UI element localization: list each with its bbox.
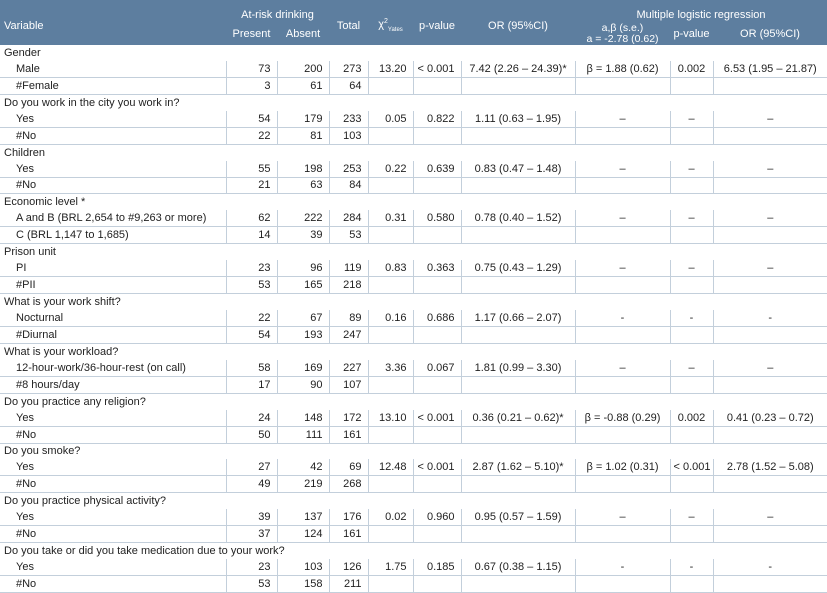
cell-total: 273	[329, 61, 368, 77]
header-at-risk-drinking: At-risk drinking	[226, 6, 329, 23]
cell-chi2	[368, 77, 413, 94]
cell-present: 54	[226, 326, 277, 343]
section-title: Children	[4, 146, 45, 159]
table-row	[0, 227, 827, 244]
table-row	[0, 376, 827, 393]
cell-absent: 90	[277, 376, 329, 393]
cell-p2: –	[670, 260, 713, 276]
cell-absent: 63	[277, 177, 329, 194]
cell-p	[413, 277, 461, 294]
table-row	[0, 310, 827, 326]
cell-or2: –	[713, 260, 827, 276]
cell-beta: –	[575, 210, 670, 226]
cell-p2	[670, 526, 713, 543]
cell-p2	[670, 77, 713, 94]
cell-absent: 198	[277, 161, 329, 177]
cell-total: 107	[329, 376, 368, 393]
row-label: Yes	[0, 459, 226, 475]
cell-chi2	[368, 177, 413, 194]
cell-p: 0.686	[413, 310, 461, 326]
cell-beta	[575, 326, 670, 343]
row-label: Nocturnal	[0, 310, 226, 326]
cell-or2: –	[713, 111, 827, 127]
cell-p	[413, 177, 461, 194]
cell-beta: -	[575, 310, 670, 326]
cell-p: 0.067	[413, 360, 461, 376]
cell-total: 119	[329, 260, 368, 276]
cell-or: 0.67 (0.38 – 1.15)	[461, 559, 575, 575]
cell-present: 49	[226, 476, 277, 493]
header-absent: Absent	[277, 23, 329, 45]
cell-p: 0.185	[413, 559, 461, 575]
cell-beta: β = 1.88 (0.62)	[575, 61, 670, 77]
cell-p: 0.960	[413, 509, 461, 525]
row-label: #Female	[0, 77, 226, 94]
section-title: Do you smoke?	[4, 445, 81, 458]
cell-absent: 179	[277, 111, 329, 127]
cell-p2: -	[670, 310, 713, 326]
cell-total: 253	[329, 161, 368, 177]
cell-p2: –	[670, 161, 713, 177]
cell-or: 1.81 (0.99 – 3.30)	[461, 360, 575, 376]
cell-p: 0.580	[413, 210, 461, 226]
cell-present: 21	[226, 177, 277, 194]
cell-p	[413, 576, 461, 593]
cell-or: 1.11 (0.63 – 1.95)	[461, 111, 575, 127]
cell-chi2: 0.83	[368, 260, 413, 276]
cell-or2: –	[713, 360, 827, 376]
cell-absent: 158	[277, 576, 329, 593]
section-title: Gender	[4, 46, 41, 59]
cell-or	[461, 177, 575, 194]
cell-or2: –	[713, 509, 827, 525]
table-row	[0, 210, 827, 226]
cell-absent: 148	[277, 410, 329, 426]
cell-total: 161	[329, 426, 368, 443]
cell-total: 103	[329, 127, 368, 144]
cell-present: 39	[226, 509, 277, 525]
cell-beta: –	[575, 111, 670, 127]
cell-or2	[713, 277, 827, 294]
cell-total: 284	[329, 210, 368, 226]
cell-or2: –	[713, 210, 827, 226]
cell-beta	[575, 77, 670, 94]
cell-beta: –	[575, 161, 670, 177]
cell-p	[413, 476, 461, 493]
cell-or2: 2.78 (1.52 – 5.08)	[713, 459, 827, 475]
table-row	[0, 410, 827, 426]
cell-absent: 165	[277, 277, 329, 294]
cell-chi2: 3.36	[368, 360, 413, 376]
cell-beta: β = 1.02 (0.31)	[575, 459, 670, 475]
section-title: What is your workload?	[4, 345, 119, 358]
section-header-row	[0, 493, 827, 509]
cell-absent: 111	[277, 426, 329, 443]
cell-total: 64	[329, 77, 368, 94]
cell-total: 211	[329, 576, 368, 593]
cell-present: 50	[226, 426, 277, 443]
row-label: Yes	[0, 161, 226, 177]
cell-or: 0.78 (0.40 – 1.52)	[461, 210, 575, 226]
table-row	[0, 426, 827, 443]
cell-p2	[670, 326, 713, 343]
cell-p2: -	[670, 559, 713, 575]
cell-p2	[670, 177, 713, 194]
cell-p	[413, 426, 461, 443]
cell-p2	[670, 576, 713, 593]
cell-absent: 61	[277, 77, 329, 94]
cell-or: 2.87 (1.62 – 5.10)*	[461, 459, 575, 475]
cell-total: 89	[329, 310, 368, 326]
cell-chi2	[368, 426, 413, 443]
cell-total: 53	[329, 227, 368, 244]
header-variable: Variable	[0, 6, 226, 45]
cell-chi2	[368, 227, 413, 244]
cell-present: 23	[226, 559, 277, 575]
row-label: #No	[0, 426, 226, 443]
cell-total: 218	[329, 277, 368, 294]
cell-or2	[713, 77, 827, 94]
table-row	[0, 277, 827, 294]
cell-absent: 222	[277, 210, 329, 226]
section-header-row	[0, 543, 827, 559]
row-label: A and B (BRL 2,654 to #9,263 or more)	[0, 210, 226, 226]
header-regression-p-value: p-value	[670, 23, 713, 45]
cell-p2	[670, 376, 713, 393]
table-header	[0, 6, 827, 45]
row-label: Yes	[0, 410, 226, 426]
cell-absent: 39	[277, 227, 329, 244]
cell-absent: 169	[277, 360, 329, 376]
cell-p2: –	[670, 509, 713, 525]
table-row	[0, 77, 827, 94]
cell-or2	[713, 376, 827, 393]
cell-chi2	[368, 326, 413, 343]
cell-or2	[713, 326, 827, 343]
section-header-row	[0, 45, 827, 61]
cell-or2: 6.53 (1.95 – 21.87)	[713, 61, 827, 77]
cell-or2: -	[713, 559, 827, 575]
row-label: #No	[0, 177, 226, 194]
cell-beta: –	[575, 509, 670, 525]
cell-beta	[575, 227, 670, 244]
section-header-row	[0, 443, 827, 459]
row-label: #PII	[0, 277, 226, 294]
cell-p: 0.822	[413, 111, 461, 127]
cell-present: 3	[226, 77, 277, 94]
cell-absent: 137	[277, 509, 329, 525]
cell-p: < 0.001	[413, 459, 461, 475]
table-row	[0, 326, 827, 343]
cell-p2: –	[670, 360, 713, 376]
table-row	[0, 61, 827, 77]
cell-present: 58	[226, 360, 277, 376]
cell-absent: 67	[277, 310, 329, 326]
row-label: #No	[0, 476, 226, 493]
cell-or	[461, 476, 575, 493]
cell-p2: –	[670, 111, 713, 127]
table-row	[0, 526, 827, 543]
cell-or2: -	[713, 310, 827, 326]
table-row	[0, 161, 827, 177]
cell-or2	[713, 426, 827, 443]
row-label: Yes	[0, 559, 226, 575]
cell-beta	[575, 376, 670, 393]
cell-beta: -	[575, 559, 670, 575]
cell-p	[413, 376, 461, 393]
cell-or	[461, 576, 575, 593]
cell-present: 23	[226, 260, 277, 276]
cell-beta	[575, 277, 670, 294]
header-p-value: p-value	[413, 6, 461, 45]
table-row	[0, 509, 827, 525]
header-coefficient: a,β (s.e.) a = -2.78 (0.62)	[575, 23, 670, 45]
table-row	[0, 260, 827, 276]
cell-absent: 193	[277, 326, 329, 343]
cell-chi2: 13.10	[368, 410, 413, 426]
cell-chi2: 12.48	[368, 459, 413, 475]
row-label: Yes	[0, 509, 226, 525]
section-title: Prison unit	[4, 246, 56, 259]
row-label: #Diurnal	[0, 326, 226, 343]
cell-or: 0.83 (0.47 – 1.48)	[461, 161, 575, 177]
cell-present: 37	[226, 526, 277, 543]
cell-beta	[575, 576, 670, 593]
cell-total: 227	[329, 360, 368, 376]
header-odds-ratio: OR (95%CI)	[461, 6, 575, 45]
cell-or2	[713, 476, 827, 493]
cell-present: 14	[226, 227, 277, 244]
cell-chi2: 13.20	[368, 61, 413, 77]
cell-or2	[713, 526, 827, 543]
section-title: Do you practice any religion?	[4, 395, 146, 408]
cell-or2: –	[713, 161, 827, 177]
table-row	[0, 559, 827, 575]
cell-beta	[575, 177, 670, 194]
section-title: Economic level *	[4, 196, 86, 209]
cell-chi2	[368, 127, 413, 144]
cell-chi2	[368, 476, 413, 493]
cell-p2	[670, 426, 713, 443]
row-label: Male	[0, 61, 226, 77]
cell-or	[461, 326, 575, 343]
section-header-row	[0, 294, 827, 310]
cell-p: < 0.001	[413, 61, 461, 77]
cell-or	[461, 277, 575, 294]
section-title: Do you work in the city you work in?	[4, 96, 180, 109]
results-table	[0, 6, 827, 593]
cell-p	[413, 127, 461, 144]
section-header-row	[0, 94, 827, 110]
table-row	[0, 360, 827, 376]
cell-or2	[713, 127, 827, 144]
cell-present: 73	[226, 61, 277, 77]
cell-p2: 0.002	[670, 410, 713, 426]
section-title: Do you take or did you take medication due to your work?	[4, 545, 285, 558]
cell-p2: < 0.001	[670, 459, 713, 475]
cell-total: 176	[329, 509, 368, 525]
cell-present: 62	[226, 210, 277, 226]
cell-present: 55	[226, 161, 277, 177]
row-label: C (BRL 1,147 to 1,685)	[0, 227, 226, 244]
row-label: PI	[0, 260, 226, 276]
cell-or2	[713, 576, 827, 593]
cell-absent: 103	[277, 559, 329, 575]
cell-absent: 124	[277, 526, 329, 543]
header-present: Present	[226, 23, 277, 45]
row-label: #No	[0, 526, 226, 543]
section-header-row	[0, 194, 827, 210]
cell-total: 172	[329, 410, 368, 426]
table-row	[0, 177, 827, 194]
cell-chi2: 0.05	[368, 111, 413, 127]
cell-beta: –	[575, 360, 670, 376]
cell-chi2	[368, 576, 413, 593]
cell-chi2: 0.22	[368, 161, 413, 177]
table-row	[0, 111, 827, 127]
cell-present: 17	[226, 376, 277, 393]
cell-or2: 0.41 (0.23 – 0.72)	[713, 410, 827, 426]
cell-beta: β = -0.88 (0.29)	[575, 410, 670, 426]
section-title: Do you practice physical activity?	[4, 495, 167, 508]
header-multiple-logistic-regression: Multiple logistic regression	[575, 6, 827, 23]
cell-p	[413, 326, 461, 343]
cell-absent: 96	[277, 260, 329, 276]
cell-chi2: 0.02	[368, 509, 413, 525]
cell-or	[461, 526, 575, 543]
cell-p2: –	[670, 210, 713, 226]
cell-chi2	[368, 526, 413, 543]
row-label: 12-hour-work/36-hour-rest (on call)	[0, 360, 226, 376]
cell-or2	[713, 177, 827, 194]
cell-total: 161	[329, 526, 368, 543]
cell-beta	[575, 426, 670, 443]
cell-present: 53	[226, 576, 277, 593]
cell-p	[413, 77, 461, 94]
row-label: #8 hours/day	[0, 376, 226, 393]
cell-total: 268	[329, 476, 368, 493]
cell-total: 126	[329, 559, 368, 575]
cell-total: 247	[329, 326, 368, 343]
cell-chi2: 0.16	[368, 310, 413, 326]
row-label: #No	[0, 127, 226, 144]
cell-or: 7.42 (2.26 – 24.39)*	[461, 61, 575, 77]
cell-beta	[575, 476, 670, 493]
section-title: What is your work shift?	[4, 296, 121, 309]
cell-chi2	[368, 376, 413, 393]
cell-total: 69	[329, 459, 368, 475]
cell-present: 54	[226, 111, 277, 127]
section-header-row	[0, 393, 827, 409]
cell-or: 0.95 (0.57 – 1.59)	[461, 509, 575, 525]
cell-total: 84	[329, 177, 368, 194]
cell-or	[461, 227, 575, 244]
cell-or	[461, 426, 575, 443]
section-header-row	[0, 244, 827, 260]
cell-present: 24	[226, 410, 277, 426]
section-header-row	[0, 343, 827, 359]
cell-p2	[670, 277, 713, 294]
section-header-row	[0, 144, 827, 160]
cell-or: 1.17 (0.66 – 2.07)	[461, 310, 575, 326]
cell-absent: 219	[277, 476, 329, 493]
cell-or2	[713, 227, 827, 244]
table-body	[0, 45, 827, 592]
row-label: Yes	[0, 111, 226, 127]
table-row	[0, 476, 827, 493]
cell-p	[413, 227, 461, 244]
cell-absent: 81	[277, 127, 329, 144]
cell-total: 233	[329, 111, 368, 127]
cell-p2	[670, 476, 713, 493]
cell-or	[461, 77, 575, 94]
table-row	[0, 127, 827, 144]
cell-p	[413, 526, 461, 543]
header-total: Total	[329, 6, 368, 45]
cell-or	[461, 127, 575, 144]
cell-beta	[575, 127, 670, 144]
cell-or: 0.36 (0.21 – 0.62)*	[461, 410, 575, 426]
table-row	[0, 576, 827, 593]
cell-chi2: 0.31	[368, 210, 413, 226]
cell-p: < 0.001	[413, 410, 461, 426]
cell-present: 22	[226, 310, 277, 326]
cell-p: 0.363	[413, 260, 461, 276]
cell-present: 22	[226, 127, 277, 144]
cell-absent: 200	[277, 61, 329, 77]
cell-chi2: 1.75	[368, 559, 413, 575]
cell-p2	[670, 127, 713, 144]
cell-beta	[575, 526, 670, 543]
cell-p2	[670, 227, 713, 244]
header-chi-square: $\chi^2_{Yates}$	[368, 6, 413, 45]
cell-or	[461, 376, 575, 393]
cell-p2: 0.002	[670, 61, 713, 77]
table-row	[0, 459, 827, 475]
cell-present: 27	[226, 459, 277, 475]
cell-or: 0.75 (0.43 – 1.29)	[461, 260, 575, 276]
cell-present: 53	[226, 277, 277, 294]
cell-p: 0.639	[413, 161, 461, 177]
cell-absent: 42	[277, 459, 329, 475]
row-label: #No	[0, 576, 226, 593]
header-adjusted-odds-ratio: OR (95%CI)	[713, 23, 827, 45]
cell-beta: –	[575, 260, 670, 276]
cell-chi2	[368, 277, 413, 294]
